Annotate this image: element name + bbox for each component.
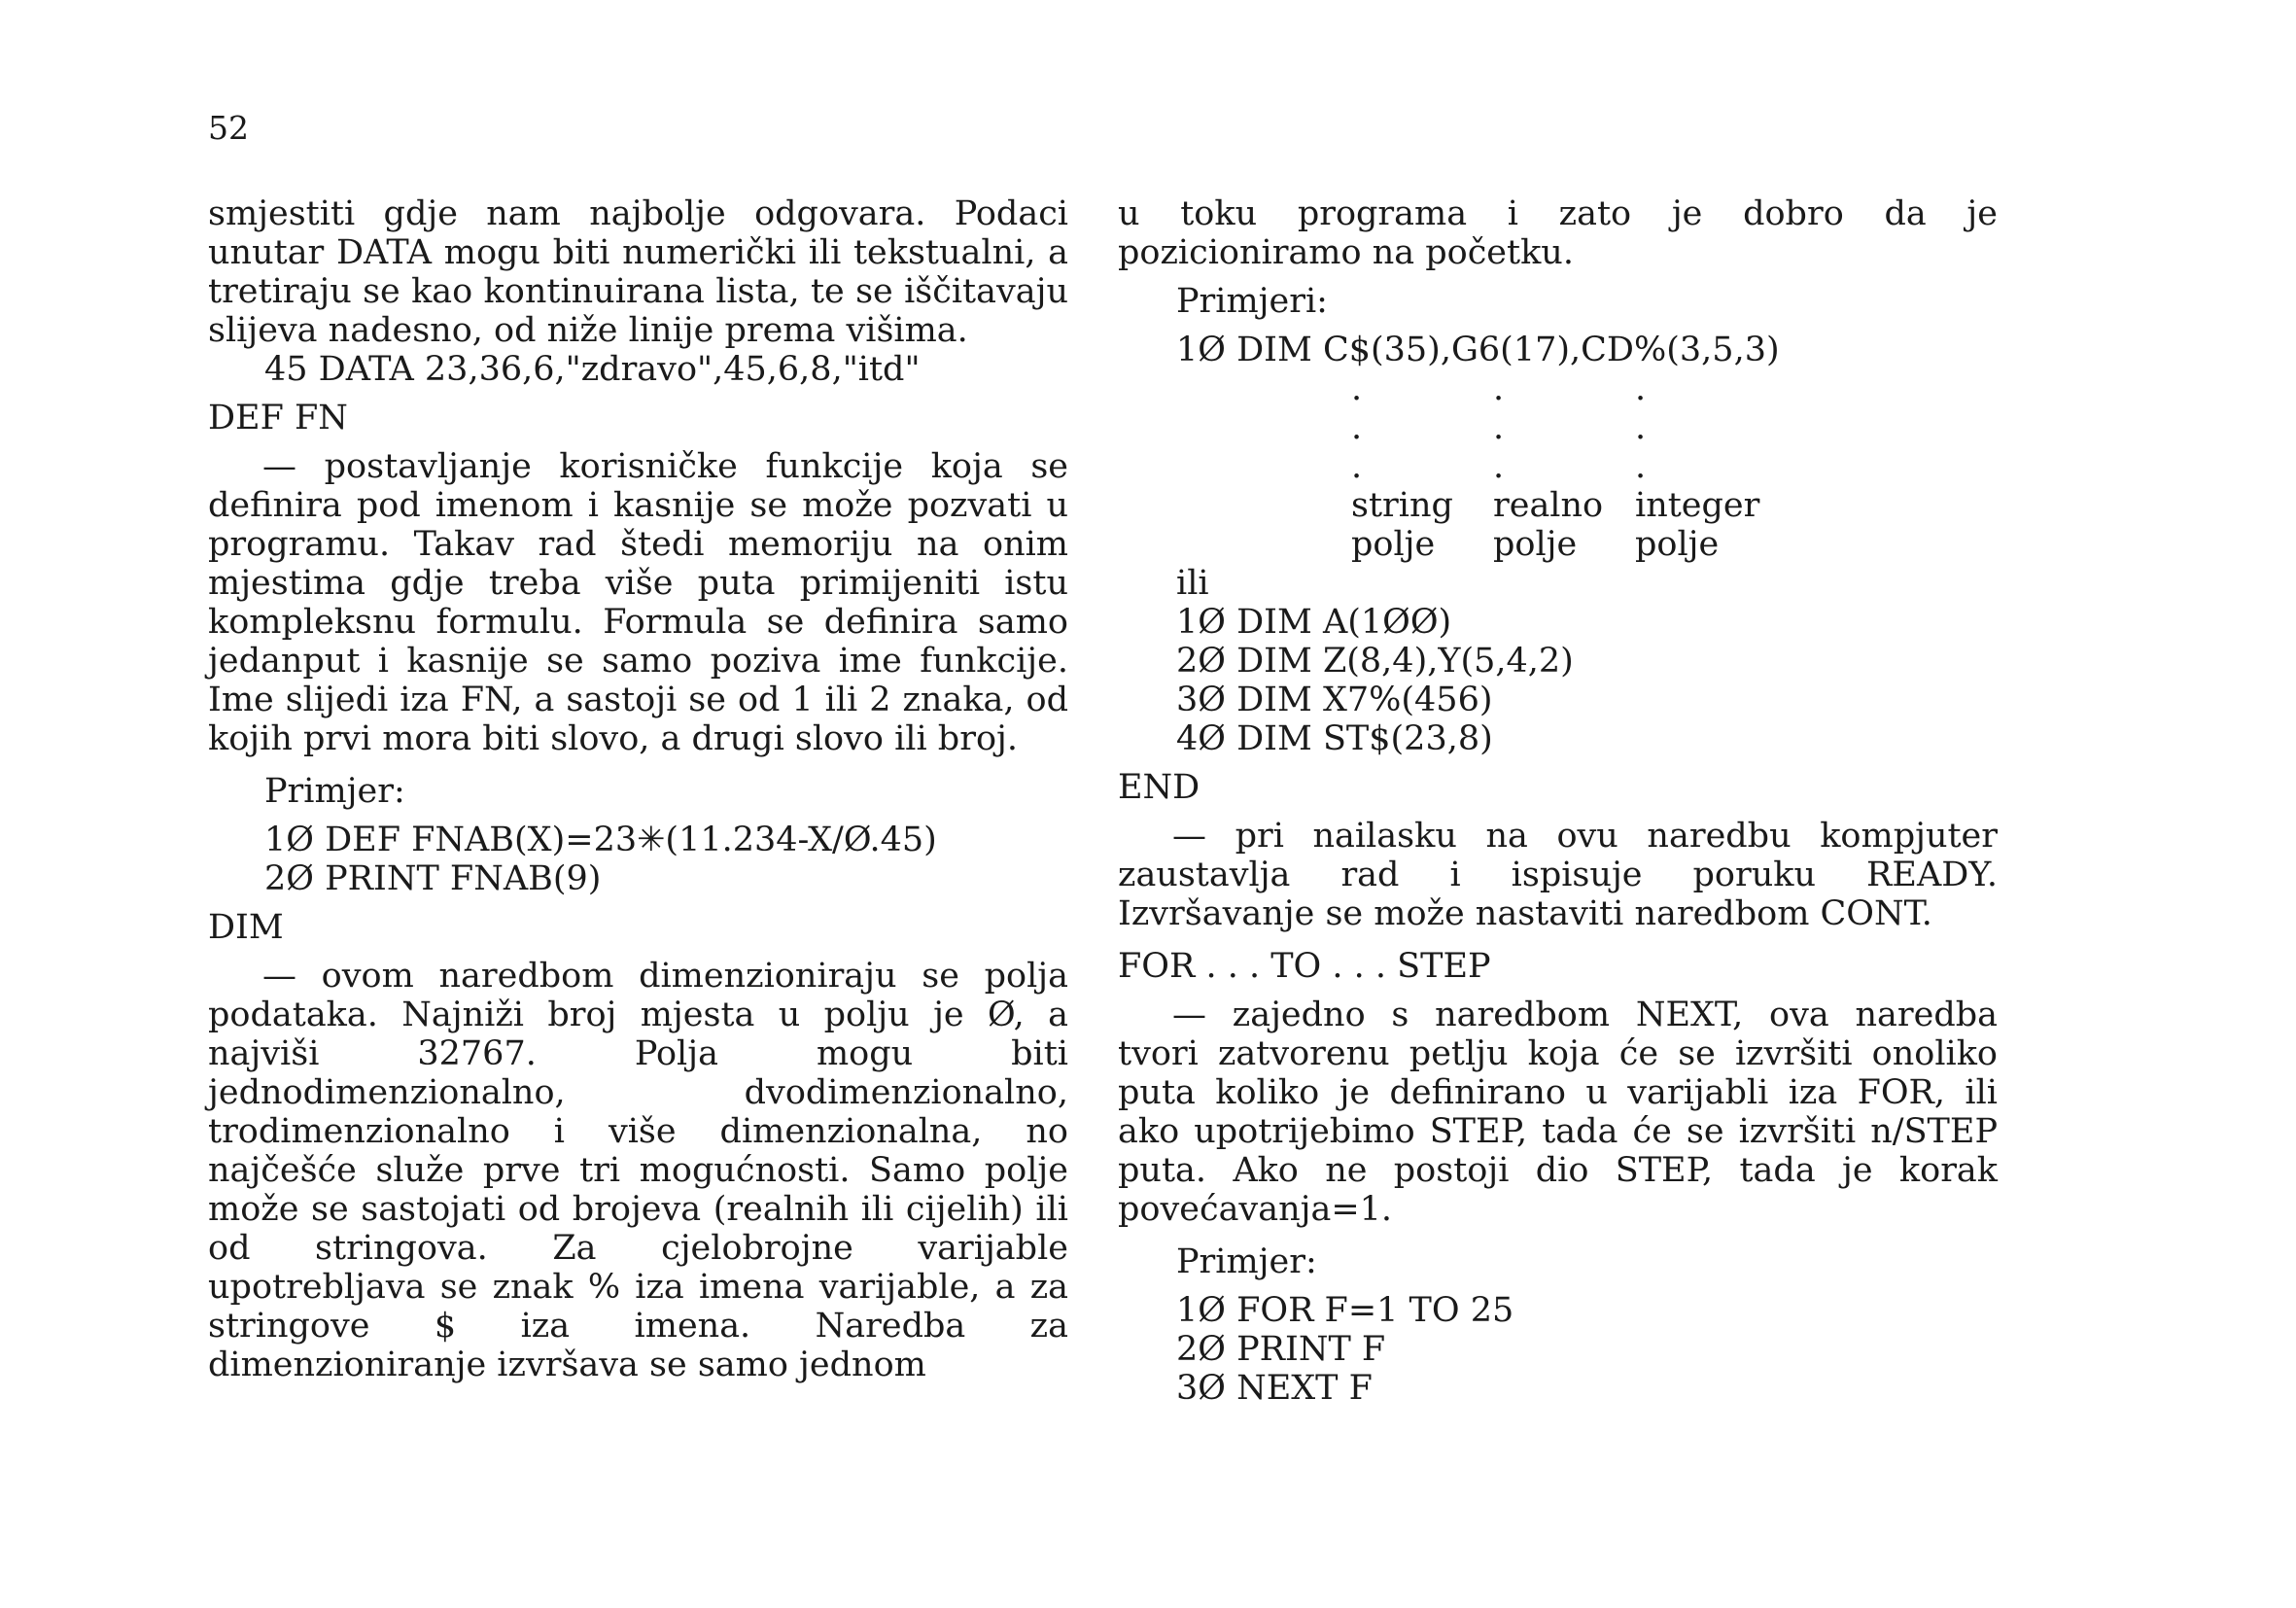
- code-line: 1Ø DIM A(1ØØ): [1176, 603, 1452, 642]
- type-label: polje: [1351, 525, 1436, 564]
- type-label: integer: [1635, 486, 1760, 525]
- dot: .: [1635, 447, 1647, 486]
- dim-continuation-paragraph: u toku programa i zato je dobro da je pozicioniramo na početku.: [1118, 194, 1998, 272]
- dot: .: [1493, 447, 1505, 486]
- dots-row: [1351, 408, 1779, 447]
- code-line: 2Ø PRINT F: [1176, 1330, 1386, 1369]
- dot: .: [1351, 408, 1363, 447]
- primjer-label: Primjer:: [264, 772, 405, 811]
- dim-type-diagram: [1351, 369, 1779, 564]
- end-heading: END: [1118, 768, 1200, 807]
- code-line: 2Ø PRINT FNAB(9): [264, 859, 602, 898]
- primjeri-label: Primjeri:: [1176, 282, 1328, 321]
- right-column: [1118, 194, 1998, 1408]
- code-line: 1Ø FOR F=1 TO 25: [1176, 1291, 1514, 1330]
- dot: .: [1351, 447, 1363, 486]
- type-label: polje: [1635, 525, 1720, 564]
- left-column: [208, 194, 1068, 1384]
- data-example-code: 45 DATA 23,36,6,"zdravo",45,6,8,"itd": [264, 350, 921, 389]
- def-fn-heading: DEF FN: [208, 399, 348, 437]
- dot: .: [1351, 369, 1363, 408]
- type-labels-top: [1351, 486, 1779, 525]
- dots-row: [1351, 447, 1779, 486]
- code-line: 1Ø DEF FNAB(X)=23✳(11.234-X/Ø.45): [264, 821, 937, 859]
- type-label: string: [1351, 486, 1453, 525]
- dim-description: — ovom naredbom dimenzioniraju se polja podataka. Najniži broj mjesta u polju je Ø, a najviši 32767. Polja mogu biti jednodimenzionalno, dvodimenzionalno, trodimenzionalno i više dimenzionalna, no najčešće služe prve tri mogućnosti. Samo polje može se sastojati od brojeva (realnih ili cijelih) ili od stringova. Za cjelobrojne varijable upotrebljava se znak % iza imena varijable, a za stringove $ iza imena. Naredba za dimenzioniranje izvršava se samo jednom: [208, 957, 1068, 1384]
- code-line: 3Ø DIM X7%(456): [1176, 681, 1493, 719]
- dots-row: [1351, 369, 1779, 408]
- type-label: realno: [1493, 486, 1604, 525]
- type-label: polje: [1493, 525, 1578, 564]
- dot: .: [1493, 408, 1505, 447]
- ili-label: ili: [1176, 564, 1209, 603]
- code-line: 2Ø DIM Z(8,4),Y(5,4,2): [1176, 642, 1574, 681]
- type-labels-bottom: [1351, 525, 1779, 564]
- for-description: — zajedno s naredbom NEXT, ova naredba tvori zatvorenu petlju koja će se izvršiti onoliko puta koliko je definirano u varijabli iza FOR, ili ako upotrijebimo STEP, tada će se izvršiti n/STEP puta. Ako ne postoji dio STEP, tada je korak povećavanja=1.: [1118, 996, 1998, 1229]
- dim-example-code: 1Ø DIM C$(35),G6(17),CD%(3,5,3): [1176, 331, 1780, 369]
- code-line: 4Ø DIM ST$(23,8): [1176, 719, 1493, 758]
- end-description: — pri nailasku na ovu naredbu kompjuter zaustavlja rad i ispisuje poruku READY. Izvršavanje se može nastaviti naredbom CONT.: [1118, 817, 1998, 933]
- def-fn-description: — postavljanje korisničke funkcije koja se definira pod imenom i kasnije se može pozvati u programu. Takav rad štedi memoriju na onim mjestima gdje treba više puta primijeniti istu kompleksnu formulu. Formula se definira samo jedanput i kasnije se samo poziva ime funkcije. Ime slijedi iza FN, a sastoji se od 1 ili 2 znaka, od kojih prvi mora biti slovo, a drugi slovo ili broj.: [208, 447, 1068, 758]
- dot: .: [1635, 408, 1647, 447]
- dot: .: [1493, 369, 1505, 408]
- page-number: 52: [208, 109, 249, 147]
- code-line: 3Ø NEXT F: [1176, 1369, 1373, 1408]
- data-paragraph: smjestiti gdje nam najbolje odgovara. Podaci unutar DATA mogu biti numerički ili tekstualni, a tretiraju se kao kontinuirana lista, te se iščitavaju slijeva nadesno, od niže linije prema višima.: [208, 194, 1068, 350]
- for-heading: FOR . . . TO . . . STEP: [1118, 947, 1491, 986]
- primjer-label: Primjer:: [1176, 1242, 1317, 1281]
- dim-heading: DIM: [208, 908, 284, 947]
- dot: .: [1635, 369, 1647, 408]
